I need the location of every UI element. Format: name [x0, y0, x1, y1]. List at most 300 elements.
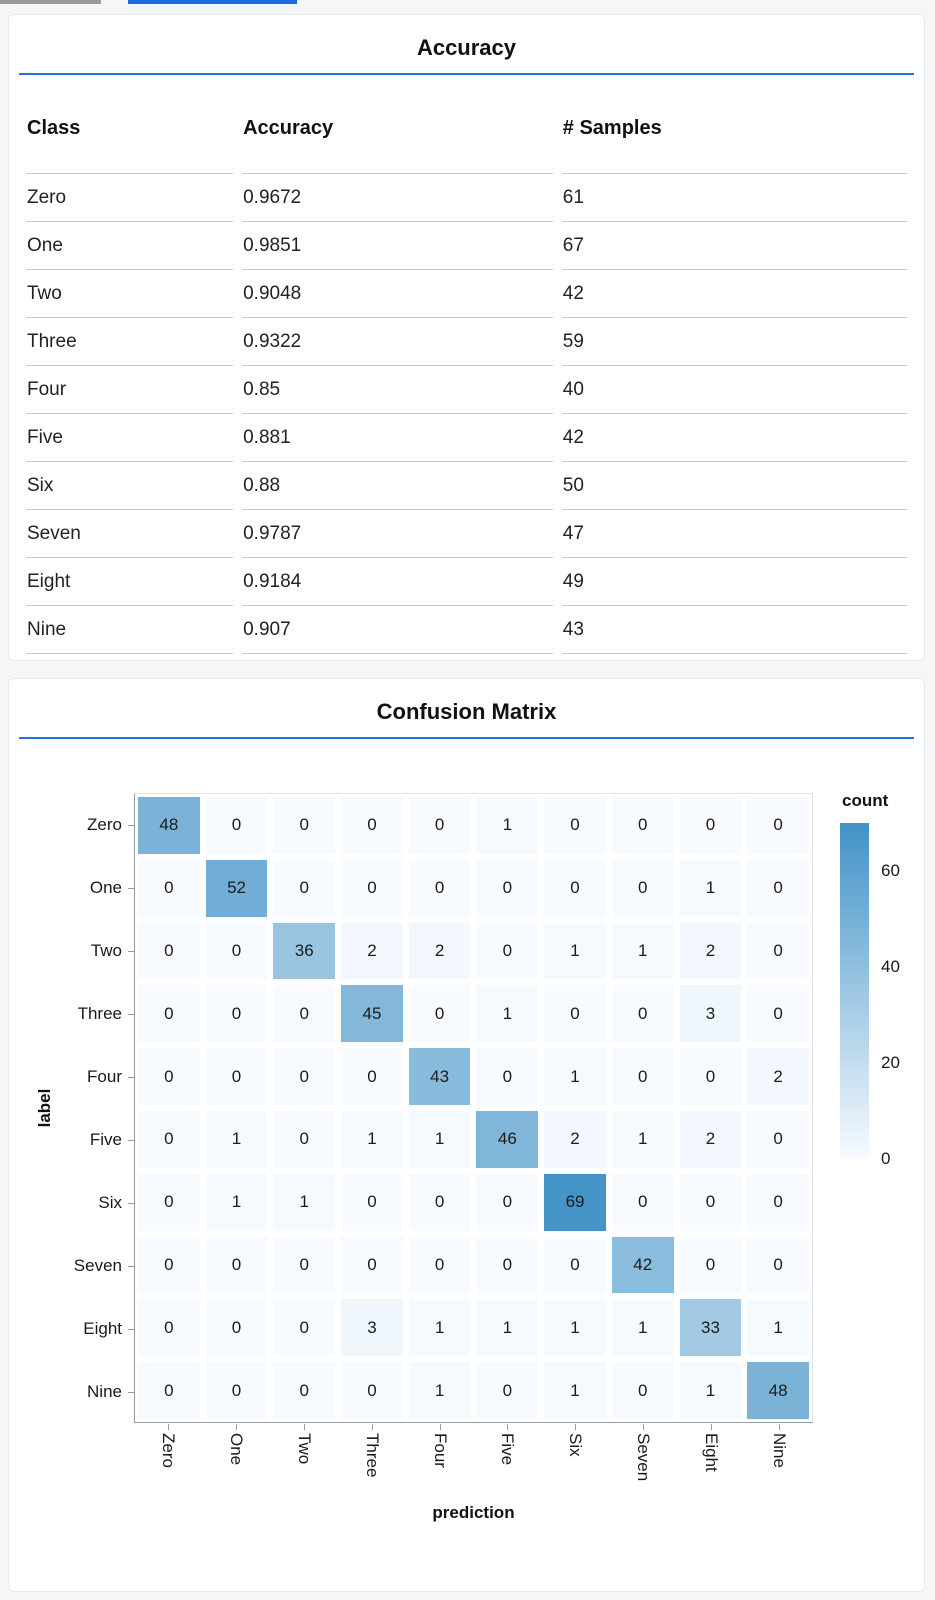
x-tick: [440, 1424, 441, 1430]
class-cell: Four: [26, 366, 233, 414]
matrix-cell: [406, 794, 474, 857]
matrix-cell: [203, 1296, 271, 1359]
matrix-cell: [677, 1234, 745, 1297]
matrix-cell: [473, 982, 541, 1045]
matrix-cell-value: 0: [747, 923, 809, 980]
accuracy-table-header-row: [26, 75, 907, 174]
matrix-cell: [677, 920, 745, 983]
matrix-cell: [270, 982, 338, 1045]
matrix-cell: [609, 1171, 677, 1234]
column-label: Nine: [770, 1433, 790, 1468]
matrix-cell-value: 2: [409, 923, 471, 980]
x-tick: [372, 1424, 373, 1430]
matrix-cell: [338, 982, 406, 1045]
x-tick: [507, 1424, 508, 1430]
matrix-cell: [135, 1234, 203, 1297]
matrix-cell-value: 0: [409, 797, 471, 854]
matrix-cell: [677, 982, 745, 1045]
legend-tick-label: 0: [881, 1149, 891, 1168]
matrix-cell: [338, 1171, 406, 1234]
matrix-cell: [406, 1359, 474, 1422]
matrix-cell-value: 0: [747, 860, 809, 917]
accuracy-cell: 0.9048: [242, 270, 553, 318]
matrix-cell: [744, 920, 812, 983]
matrix-cell: [338, 1234, 406, 1297]
matrix-cell-value: 0: [206, 1362, 268, 1419]
matrix-cell-value: 1: [341, 1111, 403, 1168]
matrix-cell: [406, 1045, 474, 1108]
column-label: Two: [294, 1433, 314, 1465]
x-tick: [643, 1424, 644, 1430]
matrix-cell: [203, 982, 271, 1045]
matrix-cell: [541, 794, 609, 857]
class-cell: Eight: [26, 558, 233, 606]
matrix-cell-value: 0: [409, 985, 471, 1042]
matrix-cell-value: 0: [273, 1362, 335, 1419]
matrix-cell-value: 0: [747, 985, 809, 1042]
matrix-cell: [744, 1171, 812, 1234]
accuracy-cell: 0.9672: [242, 174, 553, 222]
matrix-cell-value: 1: [273, 1174, 335, 1231]
matrix-cell: [406, 1296, 474, 1359]
matrix-cell-value: 1: [476, 1299, 538, 1356]
matrix-cell: [203, 920, 271, 983]
matrix-cell-value: 0: [341, 1174, 403, 1231]
matrix-cell: [203, 1359, 271, 1422]
matrix-cell-value: 0: [273, 1048, 335, 1105]
matrix-cell-value: 1: [409, 1299, 471, 1356]
matrix-cell: [338, 857, 406, 920]
matrix-cell: [541, 982, 609, 1045]
row-label: Nine: [87, 1381, 122, 1401]
column-header-class: Class: [26, 75, 233, 174]
matrix-cell-value: 0: [544, 1237, 606, 1294]
matrix-cell: [270, 1296, 338, 1359]
legend-tick-label: 40: [881, 957, 900, 976]
matrix-cell: [744, 794, 812, 857]
top-tab-indicator-blue: [128, 0, 297, 4]
matrix-cell: [203, 857, 271, 920]
table-row: [26, 462, 907, 510]
table-row: [26, 270, 907, 318]
y-tick: [128, 1140, 134, 1141]
matrix-cell: [135, 794, 203, 857]
matrix-cell: [406, 1108, 474, 1171]
matrix-cell: [135, 1296, 203, 1359]
matrix-cell: [473, 794, 541, 857]
matrix-cell: [609, 1359, 677, 1422]
matrix-cell: [609, 982, 677, 1045]
column-label: Zero: [158, 1433, 178, 1468]
column-header-accuracy: Accuracy: [242, 75, 553, 174]
matrix-cell-value: 0: [476, 1362, 538, 1419]
matrix-cell: [744, 982, 812, 1045]
matrix-cell-value: 1: [206, 1174, 268, 1231]
matrix-cell-value: 0: [138, 1174, 200, 1231]
matrix-cell-value: 0: [138, 1299, 200, 1356]
matrix-cell: [744, 1296, 812, 1359]
x-tick: [236, 1424, 237, 1430]
matrix-cell-value: 0: [476, 1048, 538, 1105]
matrix-cell: [406, 982, 474, 1045]
matrix-cell: [609, 920, 677, 983]
matrix-cell: [406, 920, 474, 983]
matrix-cell-value: 52: [206, 860, 268, 917]
accuracy-table: [17, 75, 916, 654]
matrix-cell: [744, 857, 812, 920]
x-tick: [575, 1424, 576, 1430]
matrix-cell: [609, 1234, 677, 1297]
matrix-cell: [338, 794, 406, 857]
matrix-cell-value: 0: [206, 985, 268, 1042]
matrix-cell-value: 0: [273, 1237, 335, 1294]
samples-cell: 42: [562, 270, 907, 318]
accuracy-panel-title: Accuracy: [416, 35, 517, 60]
y-tick: [128, 1266, 134, 1267]
row-label: Six: [98, 1192, 122, 1212]
matrix-cell: [338, 1045, 406, 1108]
legend-tick-label: 20: [881, 1053, 900, 1072]
matrix-cell-value: 1: [544, 923, 606, 980]
confusion-title-underline: [19, 737, 914, 739]
matrix-cell-value: 0: [341, 797, 403, 854]
matrix-cell: [203, 794, 271, 857]
top-scroll-indicator-gray: [0, 0, 101, 4]
matrix-cell-value: 0: [680, 1048, 742, 1105]
matrix-cell-value: 0: [206, 1237, 268, 1294]
column-label: Eight: [702, 1433, 722, 1472]
x-tick: [304, 1424, 305, 1430]
accuracy-cell: 0.9184: [242, 558, 553, 606]
matrix-cell: [677, 794, 745, 857]
matrix-cell-value: 0: [273, 860, 335, 917]
row-label: Five: [89, 1129, 122, 1149]
matrix-cell: [677, 1045, 745, 1108]
matrix-cell: [541, 1108, 609, 1171]
matrix-cell-value: 0: [680, 797, 742, 854]
matrix-cell: [270, 1171, 338, 1234]
matrix-cell-value: 3: [680, 985, 742, 1042]
matrix-cell: [473, 1108, 541, 1171]
matrix-cell-value: 1: [680, 860, 742, 917]
samples-cell: 49: [562, 558, 907, 606]
matrix-cell: [203, 1171, 271, 1234]
column-label: Five: [498, 1433, 518, 1466]
x-tick: [168, 1424, 169, 1430]
confusion-matrix-panel: [8, 678, 925, 1592]
matrix-cell-value: 0: [341, 1048, 403, 1105]
table-row: [26, 558, 907, 606]
matrix-cell-value: 2: [680, 923, 742, 980]
matrix-cell-value: 0: [747, 1237, 809, 1294]
accuracy-cell: 0.9322: [242, 318, 553, 366]
table-row: [26, 510, 907, 558]
matrix-cell-value: 0: [138, 1111, 200, 1168]
y-tick: [128, 951, 134, 952]
matrix-cell: [541, 920, 609, 983]
matrix-cell: [541, 1234, 609, 1297]
matrix-cell-value: 1: [544, 1048, 606, 1105]
matrix-cell-value: 2: [341, 923, 403, 980]
matrix-cell: [609, 794, 677, 857]
matrix-cell-value: 43: [409, 1048, 471, 1105]
matrix-cell-value: 42: [612, 1237, 674, 1294]
matrix-cell-value: 0: [476, 1174, 538, 1231]
matrix-cell: [541, 1359, 609, 1422]
samples-cell: 42: [562, 414, 907, 462]
table-row: [26, 366, 907, 414]
samples-cell: 61: [562, 174, 907, 222]
matrix-cell-value: 0: [273, 1111, 335, 1168]
matrix-cell: [338, 920, 406, 983]
matrix-cell: [135, 1359, 203, 1422]
samples-cell: 67: [562, 222, 907, 270]
matrix-cell-value: 0: [544, 985, 606, 1042]
accuracy-cell: 0.881: [242, 414, 553, 462]
matrix-cell: [677, 1108, 745, 1171]
row-label: Zero: [87, 814, 122, 834]
class-cell: Six: [26, 462, 233, 510]
matrix-cell-value: 1: [612, 1299, 674, 1356]
matrix-cell-value: 1: [612, 923, 674, 980]
matrix-cell: [406, 1234, 474, 1297]
matrix-cell-value: 0: [273, 1299, 335, 1356]
matrix-cell-value: 1: [612, 1111, 674, 1168]
matrix-cell: [677, 857, 745, 920]
matrix-cell-value: 0: [341, 1362, 403, 1419]
matrix-cell: [270, 794, 338, 857]
y-tick: [128, 1203, 134, 1204]
class-cell: Three: [26, 318, 233, 366]
matrix-cell-value: 48: [138, 797, 200, 854]
matrix-cell: [135, 1171, 203, 1234]
matrix-cell: [541, 1171, 609, 1234]
matrix-cell: [473, 1045, 541, 1108]
matrix-cell-value: 0: [409, 1174, 471, 1231]
row-label: One: [89, 877, 122, 897]
matrix-cell-value: 0: [138, 1048, 200, 1105]
table-row: [26, 222, 907, 270]
matrix-cell-value: 0: [206, 797, 268, 854]
samples-cell: 59: [562, 318, 907, 366]
matrix-cell: [609, 1045, 677, 1108]
matrix-cell: [406, 857, 474, 920]
matrix-cell: [541, 857, 609, 920]
confusion-matrix-title: Confusion Matrix: [376, 699, 557, 724]
matrix-cell-value: 1: [544, 1299, 606, 1356]
matrix-cell: [270, 1108, 338, 1171]
matrix-cell: [270, 1359, 338, 1422]
column-label: Six: [566, 1433, 586, 1457]
matrix-cell: [744, 1359, 812, 1422]
matrix-cell-value: 69: [544, 1174, 606, 1231]
y-tick: [128, 1014, 134, 1015]
table-row: [26, 174, 907, 222]
class-cell: One: [26, 222, 233, 270]
matrix-cell-value: 2: [747, 1048, 809, 1105]
accuracy-cell: 0.85: [242, 366, 553, 414]
y-tick: [128, 1392, 134, 1393]
class-cell: Nine: [26, 606, 233, 654]
row-label: Four: [87, 1066, 122, 1086]
matrix-cell-value: 0: [476, 1237, 538, 1294]
matrix-cell-value: 0: [206, 923, 268, 980]
matrix-cell-value: 1: [476, 985, 538, 1042]
matrix-cell: [135, 1108, 203, 1171]
matrix-cell: [744, 1108, 812, 1171]
matrix-cell: [677, 1296, 745, 1359]
confusion-matrix-plot: [134, 793, 813, 1423]
class-cell: Two: [26, 270, 233, 318]
samples-cell: 47: [562, 510, 907, 558]
row-label: Two: [90, 940, 122, 960]
x-tick: [779, 1424, 780, 1430]
matrix-cell: [473, 1171, 541, 1234]
matrix-cell-value: 48: [747, 1362, 809, 1419]
matrix-cell-value: 33: [680, 1299, 742, 1356]
table-row: [26, 414, 907, 462]
matrix-cell-value: 0: [680, 1237, 742, 1294]
matrix-cell: [203, 1108, 271, 1171]
matrix-cell-value: 1: [206, 1111, 268, 1168]
table-row: [26, 606, 907, 654]
column-label: Four: [430, 1433, 450, 1468]
matrix-cell: [473, 857, 541, 920]
legend-title: count: [842, 791, 889, 810]
matrix-cell: [135, 982, 203, 1045]
matrix-cell-value: 46: [476, 1111, 538, 1168]
table-row: [26, 318, 907, 366]
matrix-cell-value: 0: [341, 1237, 403, 1294]
matrix-cell-value: 0: [206, 1299, 268, 1356]
matrix-cell: [473, 1296, 541, 1359]
matrix-cell: [473, 1359, 541, 1422]
x-tick: [711, 1424, 712, 1430]
matrix-cell: [609, 857, 677, 920]
matrix-cell: [609, 1108, 677, 1171]
matrix-cell: [135, 857, 203, 920]
matrix-cell: [270, 857, 338, 920]
matrix-cell-value: 0: [476, 923, 538, 980]
matrix-cell-value: 36: [273, 923, 335, 980]
matrix-cell-value: 0: [138, 1237, 200, 1294]
matrix-cell-value: 0: [544, 860, 606, 917]
matrix-cell: [541, 1045, 609, 1108]
matrix-cell: [338, 1359, 406, 1422]
accuracy-cell: 0.9851: [242, 222, 553, 270]
matrix-cell: [203, 1045, 271, 1108]
matrix-cell-value: 3: [341, 1299, 403, 1356]
matrix-cell-value: 0: [544, 797, 606, 854]
matrix-cell-value: 0: [138, 985, 200, 1042]
matrix-cell: [609, 1296, 677, 1359]
samples-cell: 40: [562, 366, 907, 414]
matrix-cell-value: 2: [680, 1111, 742, 1168]
y-tick: [128, 1077, 134, 1078]
y-tick: [128, 888, 134, 889]
row-label: Three: [77, 1003, 122, 1023]
matrix-cell-value: 45: [341, 985, 403, 1042]
matrix-cell-value: 0: [612, 985, 674, 1042]
column-label: Three: [362, 1433, 382, 1478]
matrix-cell: [270, 1045, 338, 1108]
matrix-cell-value: 1: [409, 1111, 471, 1168]
samples-cell: 50: [562, 462, 907, 510]
matrix-cell-value: 0: [138, 860, 200, 917]
matrix-cell: [406, 1171, 474, 1234]
matrix-cell: [473, 1234, 541, 1297]
samples-cell: 43: [562, 606, 907, 654]
y-tick: [128, 1329, 134, 1330]
matrix-cell-value: 0: [612, 797, 674, 854]
matrix-cell-value: 0: [747, 1111, 809, 1168]
column-label: Seven: [634, 1433, 654, 1482]
row-label: Eight: [83, 1318, 122, 1338]
matrix-cell: [744, 1045, 812, 1108]
class-cell: Zero: [26, 174, 233, 222]
matrix-cell: [135, 1045, 203, 1108]
column-header--samples: # Samples: [562, 75, 907, 174]
matrix-cell: [677, 1359, 745, 1422]
matrix-cell: [135, 920, 203, 983]
row-label: Seven: [73, 1255, 122, 1275]
matrix-cell-value: 0: [680, 1174, 742, 1231]
matrix-cell-value: 1: [409, 1362, 471, 1419]
matrix-cell-value: 0: [273, 985, 335, 1042]
x-axis-title: prediction: [432, 1503, 515, 1522]
matrix-cell-value: 0: [747, 797, 809, 854]
y-tick: [128, 825, 134, 826]
matrix-cell-value: 0: [612, 1048, 674, 1105]
matrix-cell-value: 1: [680, 1362, 742, 1419]
accuracy-cell: 0.88: [242, 462, 553, 510]
matrix-cell-value: 0: [138, 923, 200, 980]
matrix-cell-value: 0: [138, 1362, 200, 1419]
matrix-cell-value: 0: [747, 1174, 809, 1231]
accuracy-cell: 0.9787: [242, 510, 553, 558]
matrix-cell: [270, 920, 338, 983]
matrix-cell-value: 0: [206, 1048, 268, 1105]
column-label: One: [226, 1433, 246, 1466]
matrix-cell: [338, 1108, 406, 1171]
matrix-cell: [677, 1171, 745, 1234]
matrix-cell: [270, 1234, 338, 1297]
matrix-cell-value: 0: [476, 860, 538, 917]
matrix-cell-value: 0: [612, 1174, 674, 1231]
matrix-cell: [541, 1296, 609, 1359]
matrix-cell-value: 1: [747, 1299, 809, 1356]
matrix-cell-value: 0: [612, 1362, 674, 1419]
matrix-cell: [338, 1296, 406, 1359]
matrix-cell-value: 1: [544, 1362, 606, 1419]
accuracy-panel: [8, 14, 925, 661]
legend-tick-label: 60: [881, 861, 900, 880]
matrix-cell-value: 0: [341, 860, 403, 917]
matrix-cell-value: 2: [544, 1111, 606, 1168]
matrix-cell-value: 1: [476, 797, 538, 854]
y-axis-title: label: [35, 1088, 54, 1128]
accuracy-cell: 0.907: [242, 606, 553, 654]
matrix-cell-value: 0: [273, 797, 335, 854]
class-cell: Five: [26, 414, 233, 462]
class-cell: Seven: [26, 510, 233, 558]
matrix-cell-value: 0: [612, 860, 674, 917]
legend-gradient-bar: [840, 823, 869, 1159]
matrix-cell: [203, 1234, 271, 1297]
matrix-cell: [744, 1234, 812, 1297]
matrix-cell-value: 0: [409, 1237, 471, 1294]
matrix-cell: [473, 920, 541, 983]
